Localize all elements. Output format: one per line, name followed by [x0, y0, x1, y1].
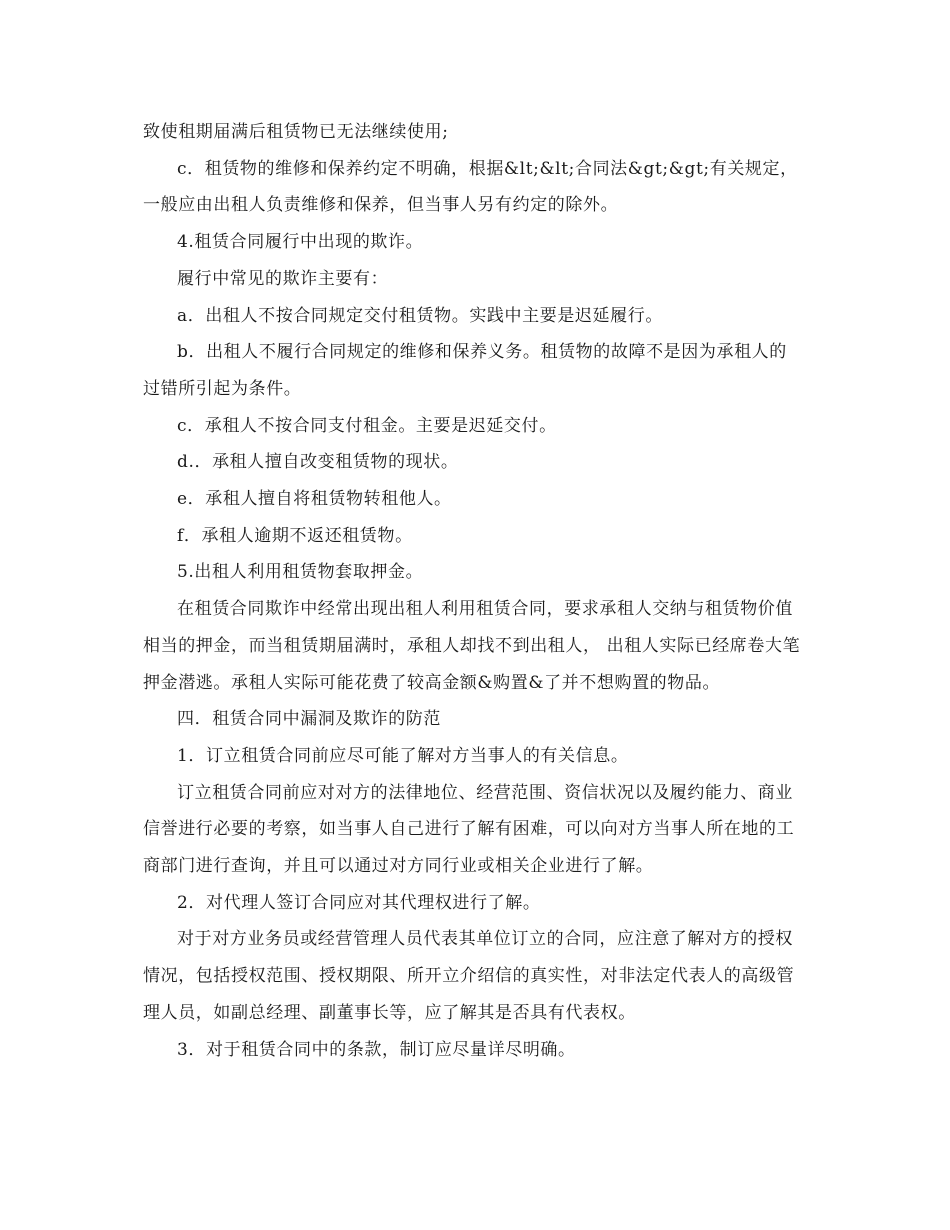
paragraph-intro: 履行中常见的欺诈主要有： [177, 268, 389, 289]
paragraph-item-c: c．承租人不按合同支付租金。主要是迟延交付。 [177, 415, 557, 436]
document-body [143, 114, 803, 1068]
paragraph-item-a: a．出租人不按合同规定交付租赁物。实践中主要是迟延履行。 [177, 305, 663, 326]
paragraph-heading-4: 4.租赁合同履行中出现的欺诈。 [177, 232, 424, 253]
section-heading-4: 四．租赁合同中漏洞及欺诈的防范 [177, 709, 441, 730]
paragraph-heading-2: 2．对代理人签订合同应对其代理权进行了解。 [177, 892, 541, 913]
paragraph-heading-1: 1．订立租赁合同前应尽可能了解对方当事人的有关信息。 [177, 745, 629, 766]
paragraph-item-d: d.．承租人擅自改变租赁物的现状。 [177, 452, 459, 473]
paragraph-heading-5: 5.出租人利用租赁物套取押金。 [177, 562, 424, 583]
paragraph-item-f: f．承租人逾期不返还租赁物。 [177, 525, 413, 546]
paragraph-investigation: 订立租赁合同前应对对方的法律地位、经营范围、资信状况以及履约能力、商业信誉进行必要的考察，如当事人自己进行了解有困难，可以向对方当事人所在地的工商部门进行查询，并且可以通过对方同行业或相关企业进行了解。 [143, 782, 795, 877]
paragraph-item-b: b．出租人不履行合同规定的维修和保养义务。租赁物的故障不是因为承租人的过错所引起为条件。 [143, 342, 787, 399]
paragraph-continuation: 致使租期届满后租赁物已无法继续使用; [143, 122, 449, 142]
paragraph-item-e: e．承租人擅自将租赁物转租他人。 [177, 489, 452, 510]
paragraph-deposit-fraud: 在租赁合同欺诈中经常出现出租人利用租赁合同，要求承租人交纳与租赁物价值相当的押金，而当租赁期届满时，承租人却找不到出租人， 出租人实际已经席卷大笔押金潜逃。承租人实际可能花费了较高金额&购置&了并不想购置的物品。 [143, 599, 801, 693]
paragraph-item-c-maintenance: c．租赁物的维修和保养约定不明确，根据&lt;&lt;合同法&gt;&gt;有关规定，一般应由出租人负责维修和保养，但当事人另有约定的除外。 [143, 158, 798, 216]
paragraph-agency: 对于对方业务员或经营管理人员代表其单位订立的合同，应注意了解对方的授权情况，包括授权范围、授权期限、所开立介绍信的真实性，对非法定代表人的高级管理人员，如副总经理、副董事长等，应了解其是否具有代表权。 [143, 929, 795, 1023]
paragraph-heading-3: 3．对于租赁合同中的条款，制订应尽量详尽明确。 [177, 1039, 576, 1060]
